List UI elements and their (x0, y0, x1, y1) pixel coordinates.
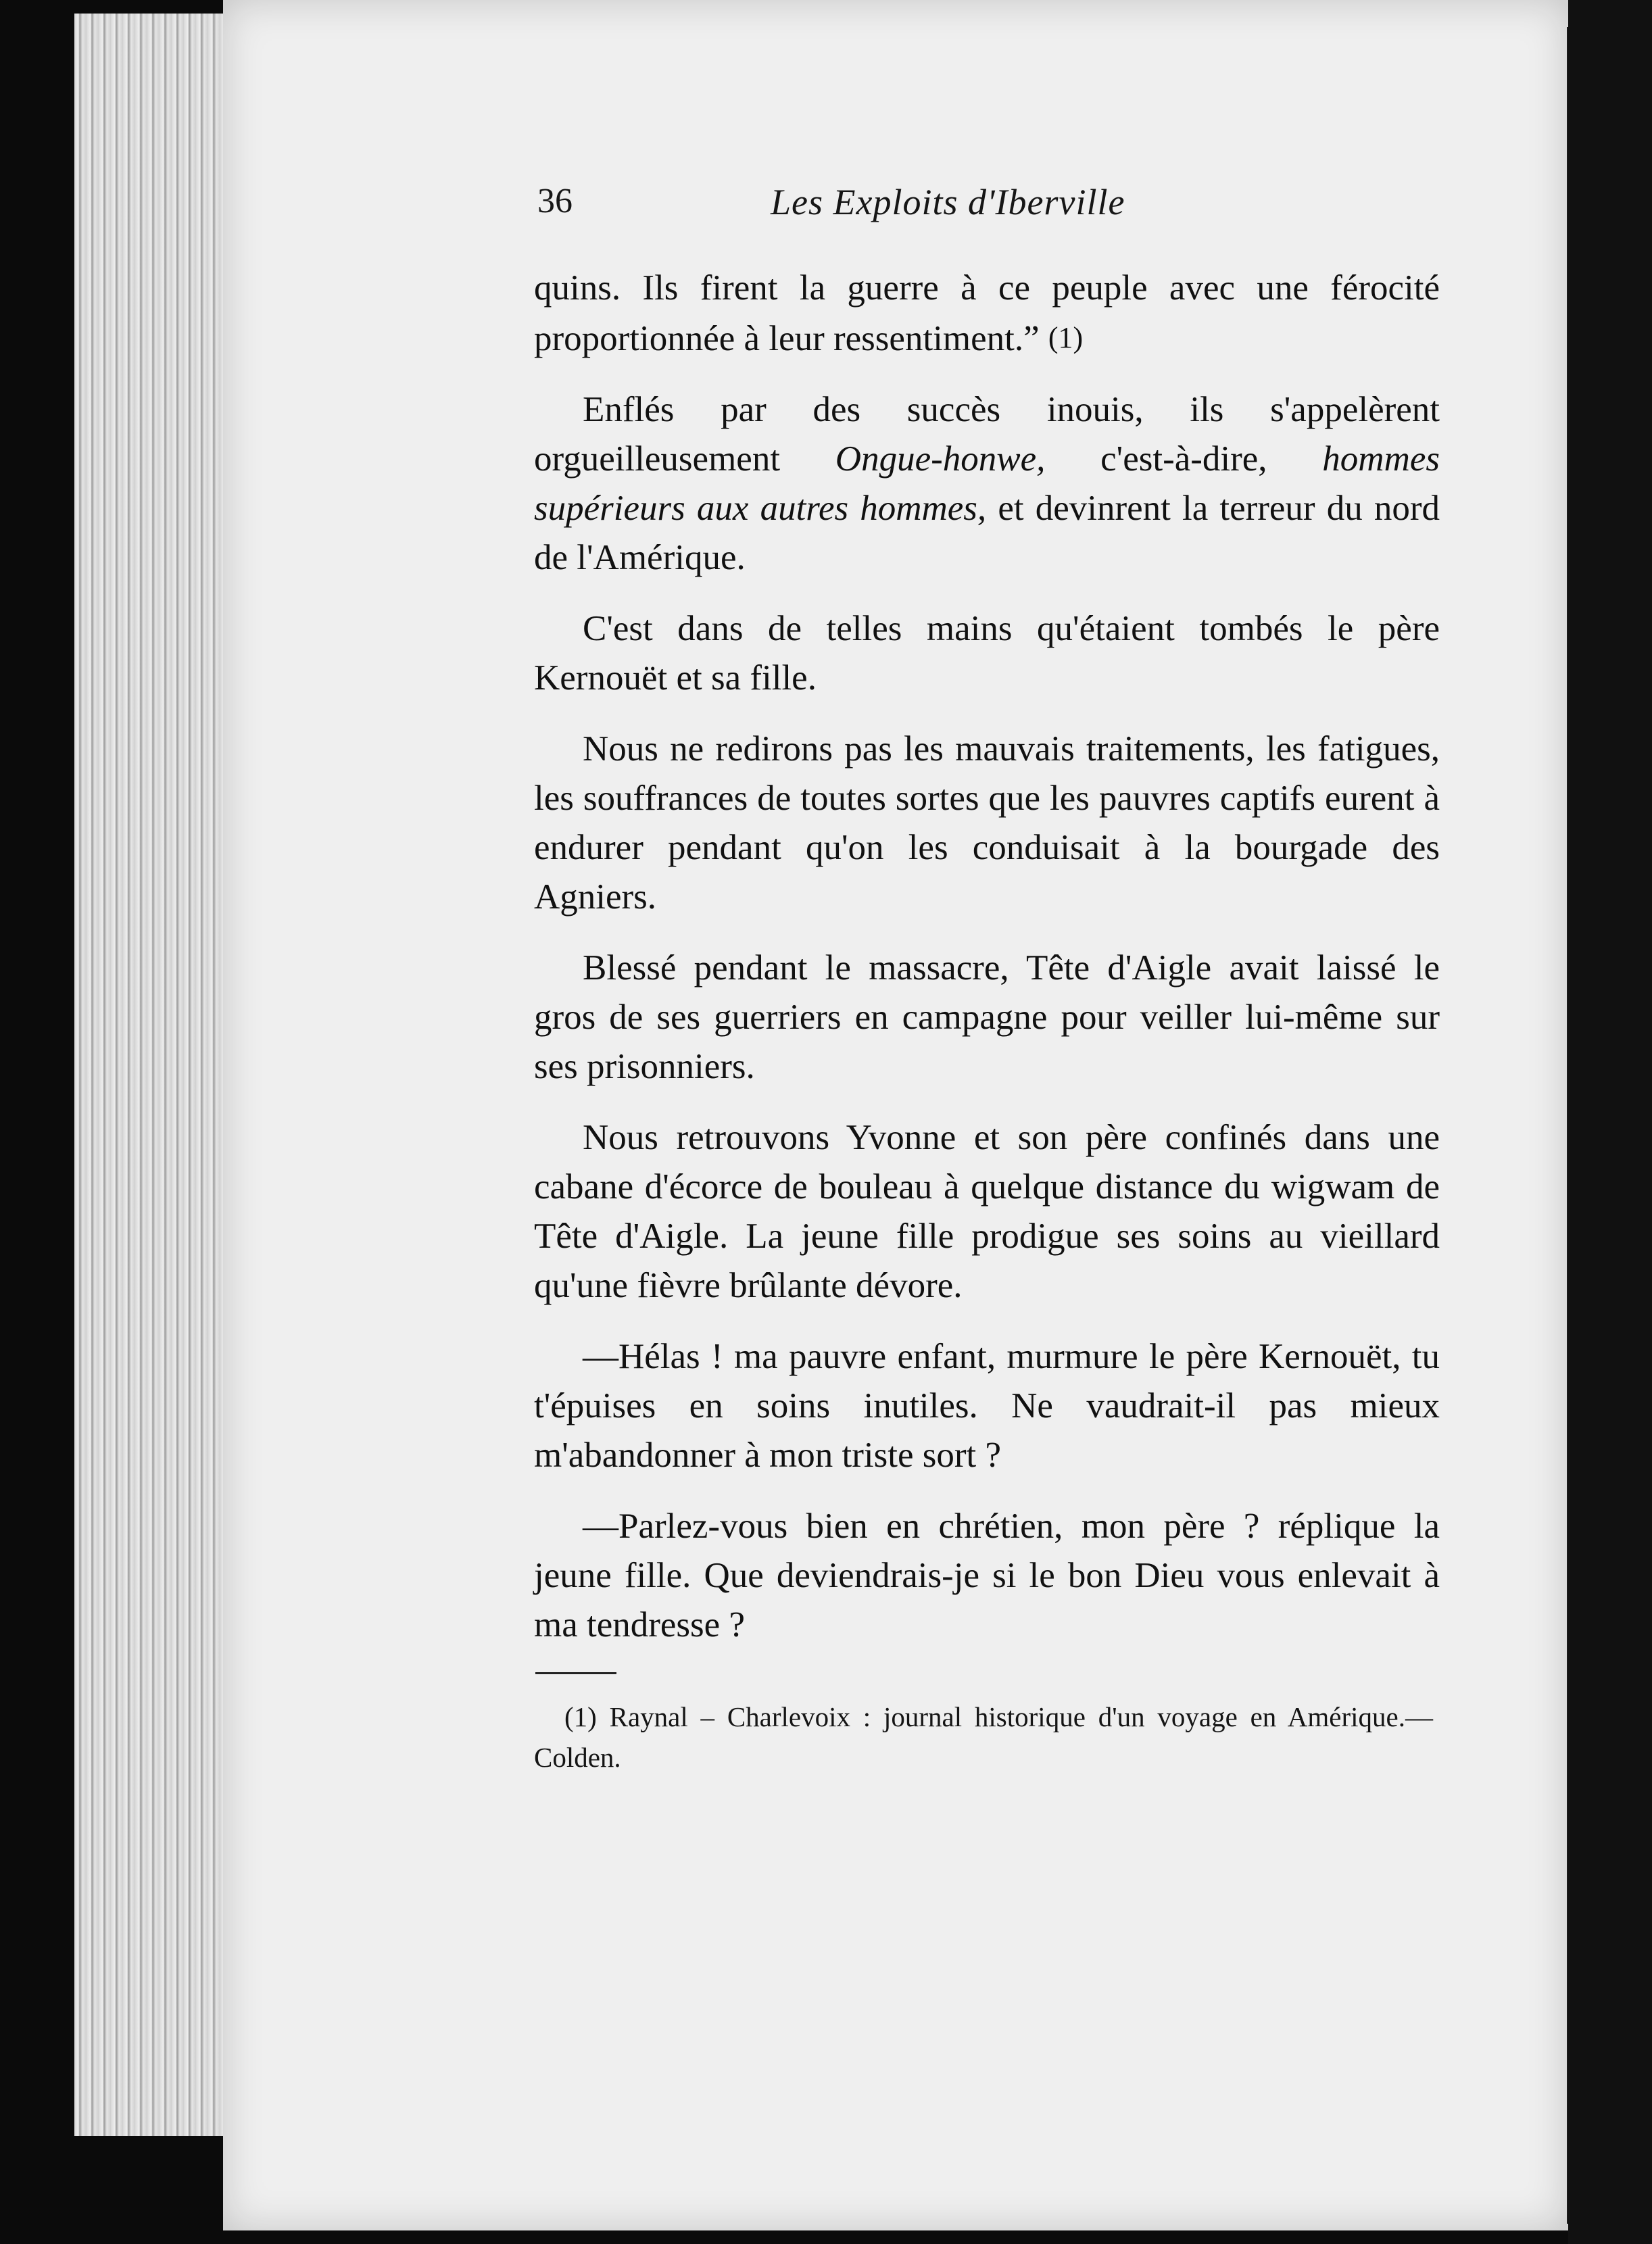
paragraph-text: quins. Ils firent la guerre à ce peuple avec une férocité proportionnée à leur ressentiment.” (534, 268, 1440, 358)
footnote (534, 1697, 1433, 1778)
paragraph: Nous retrouvons Yvonne et son père confinés dans une cabane d'écorce de bouleau à quelque distance du wigwam de Tête d'Aigle. La jeune fille prodigue ses soins au vieillard qu'une fièvre brûlante dévore. (534, 1118, 1440, 1305)
paragraph: Nous ne redirons pas les mauvais traitements, les fatigues, les souffrances de toutes sortes que les pauvres captifs eurent à endurer pendant qu'on les conduisait à la bourgade des Agniers. (534, 729, 1440, 917)
dialogue-paragraph: —Hélas ! ma pauvre enfant, murmure le père Kernouët, tu t'épuises en soins inutiles. Ne vaudrait-il pas mieux m'abandonner à mon triste sort ? (534, 1337, 1440, 1475)
paragraph (534, 264, 1440, 364)
binding-strip (1568, 0, 1652, 2244)
page-header (537, 181, 1430, 235)
footnote-reference: (1) (1048, 321, 1084, 354)
paragraph-text: Enflés par des succès inouis, ils s'appelèrent orgueilleusement (534, 390, 1440, 479)
dialogue-paragraph: —Parlez-vous bien en chrétien, mon père ? réplique la jeune fille. Que deviendrais-je si le bon Dieu vous enlevait à ma tendresse ? (534, 1507, 1440, 1644)
paragraph-text: et devinrent la terreur du nord de l'Amérique. (534, 489, 1440, 577)
footnote-rule (535, 1672, 616, 1674)
page-number: 36 (537, 182, 573, 220)
paragraph: C'est dans de telles mains qu'étaient tombés le père Kernouët et sa fille. (534, 609, 1440, 698)
footnote-mark: (1) (564, 1701, 597, 1732)
paragraph-text: c'est-à-dire, (1045, 439, 1323, 479)
paragraph: Blessé pendant le massacre, Tête d'Aigle avait laissé le gros de ses guerriers en campagne pour veiller lui-même sur ses prisonniers. (534, 948, 1440, 1086)
italic-term: hommes supérieurs aux autres hommes, (534, 439, 1440, 528)
italic-term: Ongue-honwe, (835, 439, 1046, 479)
footnote-text: Raynal – Charlevoix : journal historique d'un voyage en Amérique.—Colden. (534, 1701, 1433, 1773)
paragraph (534, 385, 1440, 583)
running-title: Les Exploits d'Iberville (771, 182, 1125, 222)
body-text (534, 264, 1440, 1672)
